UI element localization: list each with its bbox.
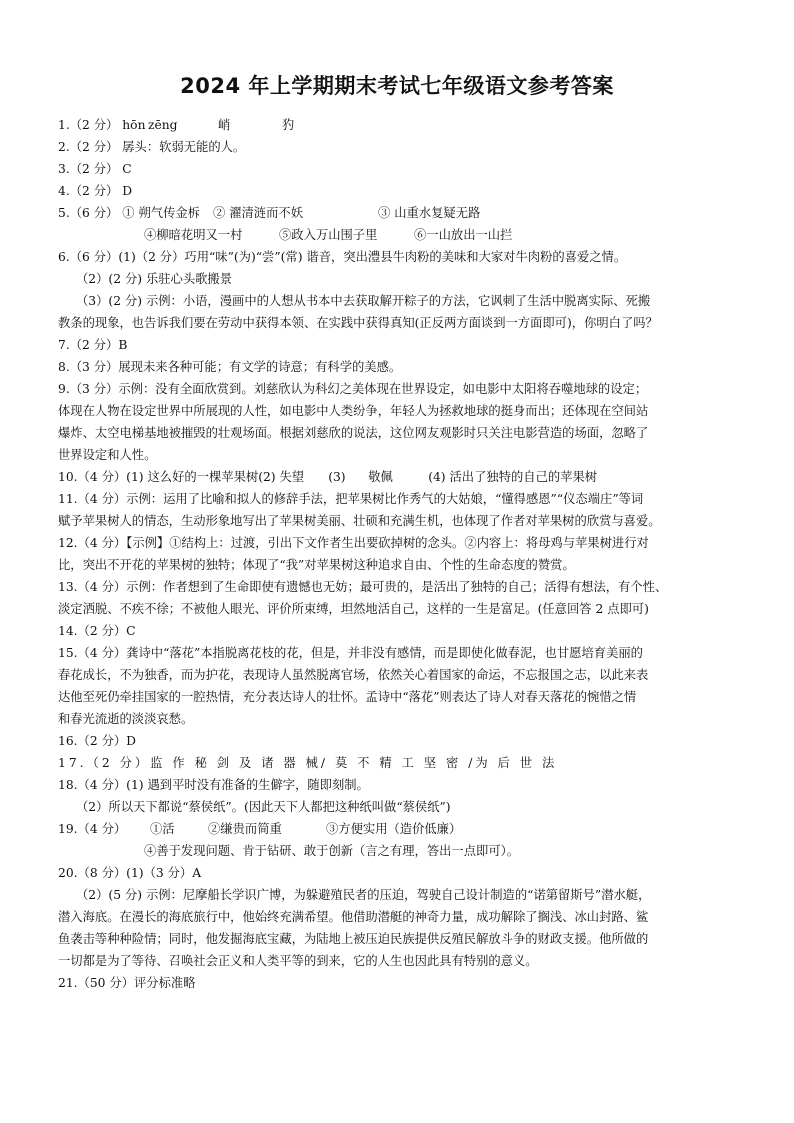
answer-line — [58, 202, 748, 224]
answer-line — [58, 796, 748, 818]
answer-text: ②缣贵而简重 — [208, 822, 282, 836]
answer-line — [58, 136, 748, 158]
answer-line — [58, 224, 748, 246]
answer-text: 9.（3 分）示例：没有全面欣赏到。刘慈欣认为科幻之美体现在世界设定，如电影中太阳将吞噬地球的设定； — [58, 382, 648, 396]
page-title: 2024 年上学期期末考试七年级语文参考答案 — [180, 74, 614, 98]
answer-text: 15.（4 分）龚诗中“落花”本指脱离花枝的花，但是，并非没有感情，而是即使化做春泥，也甘愿培育美丽的 — [58, 646, 643, 660]
answer-text: ①活 — [150, 822, 175, 836]
answer-text: （2）(2 分) 乐驻心头歌搬景 — [76, 272, 233, 286]
answer-text: 14.（2 分）C — [58, 624, 136, 638]
answer-text: 20.（8 分）(1)（3 分）A — [58, 866, 202, 880]
answer-text: 13.（4 分）示例：作者想到了生命即使有遗憾也无妨；最可贵的，是活出了独特的自己；活得有想法，有个性、 — [58, 580, 668, 594]
answer-line — [58, 158, 748, 180]
answer-line — [58, 840, 748, 862]
answer-line — [58, 334, 748, 356]
answer-line — [58, 730, 748, 752]
answer-line — [58, 356, 748, 378]
answer-text: 赋予苹果树人的情态，生动形象地写出了苹果树美丽、壮硕和充满生机，也体现了作者对苹果树的欣赏与喜爱。 — [58, 514, 661, 528]
answer-line — [58, 488, 748, 510]
answer-text: 16.（2 分）D — [58, 734, 137, 748]
answer-text: 12.（4 分）【示例】①结构上：过渡，引出下文作者生出要砍掉树的念头。②内容上：将母鸡与苹果树进行对 — [58, 536, 649, 550]
answer-line — [58, 708, 748, 730]
answer-text: 达他至死仍牵挂国家的一腔热情，充分表达诗人的壮怀。孟诗中“落花”则表达了诗人对春天落花的惋惜之情 — [58, 690, 637, 704]
answer-line — [58, 972, 748, 994]
answer-text: 鱼袭击等种种险情；同时，他发掘海底宝藏，为陆地上被压迫民族提供反殖民解放斗争的财政支援。他所做的 — [58, 932, 649, 946]
answer-line — [58, 246, 748, 268]
answer-text: 19.（4 分） — [58, 822, 127, 836]
answer-text: 春花成长，不为独香，而为护花，表现诗人虽然脱离官场，依然关心着国家的命运，不忘报国之志，以此来表 — [58, 668, 649, 682]
answer-text: 敬佩 — [368, 470, 393, 484]
answer-text: 7.（2 分）B — [58, 338, 128, 352]
answer-text: ③ 山重水复疑无路 — [378, 206, 481, 220]
answer-text: zēng — [148, 118, 178, 132]
answer-line — [58, 114, 748, 136]
answer-text: 4.（2 分） D — [58, 184, 133, 198]
answer-line — [58, 466, 748, 488]
answer-text: 18.（4 分）(1) 遇到平时没有准备的生僻字，随即刻制。 — [58, 778, 369, 792]
answer-text: ③方便实用（造价低廉） — [326, 822, 462, 836]
answer-text: ④善于发现问题、肯于钻研、敢于创新（言之有理，答出一点即可）。 — [144, 844, 520, 858]
answer-line — [58, 268, 748, 290]
answer-text: 8.（3 分）展现未来各种可能；有文学的诗意；有科学的美感。 — [58, 360, 402, 374]
answer-text: ⑤政入万山围子里 — [279, 228, 378, 242]
answer-line — [58, 752, 748, 774]
answer-text: （2）(5 分) 示例：尼摩船长学识广博，为躲避殖民者的压迫，驾驶自己设计制造的“诺第留斯号”潜水艇， — [76, 888, 651, 902]
answer-line — [58, 928, 748, 950]
answer-text: （2）所以天下都说“蔡侯纸”。(因此天下人都把这种纸叫做“蔡侯纸”) — [76, 800, 451, 814]
answer-text: 峭 — [218, 118, 231, 132]
answer-text: 3.（2 分） C — [58, 162, 132, 176]
answer-line — [58, 554, 748, 576]
answer-text: 6.（6 分）(1)（2 分）巧用“味”(为)“尝”(常) 谐音，突出澧县牛肉粉的美味和大家对牛肉粉的喜爱之情。 — [58, 250, 627, 264]
answer-text: 和春光流逝的淡淡哀愁。 — [58, 712, 194, 726]
answer-line — [58, 686, 748, 708]
answer-line — [58, 180, 748, 202]
answer-text: 比，突出不开花的苹果树的独特；体现了“我”对苹果树这种追求自由、个性的生命态度的赞赏。 — [58, 558, 575, 572]
answer-line — [58, 620, 748, 642]
answer-text: (3) — [328, 470, 346, 484]
answer-line — [58, 642, 748, 664]
answer-text: 世界设定和人性。 — [58, 448, 157, 462]
answer-line — [58, 378, 748, 400]
answer-text: ④柳暗花明又一村 — [144, 228, 243, 242]
answer-line — [58, 532, 748, 554]
answer-line — [58, 774, 748, 796]
answer-text: 10.（4 分）(1) 这么好的一棵苹果树 — [58, 470, 259, 484]
answer-line — [58, 906, 748, 928]
answer-line — [58, 444, 748, 466]
answer-text: 21.（50 分）评分标准略 — [58, 976, 196, 990]
answer-text: （3）(2 分) 示例：小语，漫画中的人想从书本中去获取解开粽子的方法，它讽刺了生活中脱离实际、死搬 — [76, 294, 651, 308]
answer-text: 一切都是为了等待、召唤社会正义和人类平等的到来，它的人生也因此具有特别的意义。 — [58, 954, 538, 968]
answer-text: 爆炸、太空电梯基地被摧毁的壮观场面。根据刘慈欣的说法，这位网友观影时只关注电影营造的场面，忽略了 — [58, 426, 649, 440]
answer-text: 5.（6 分） ① 朔气传金柝 — [58, 206, 200, 220]
answer-text: 潜入海底。在漫长的海底旅行中，他始终充满希望。他借助潜艇的神奇力量，成功解除了搁浅、冰山封路、鲨 — [58, 910, 649, 924]
answer-line — [58, 818, 748, 840]
answer-text: 2.（2 分） 孱头：软弱无能的人。 — [58, 140, 246, 154]
answer-text: ② 濯清涟而不妖 — [213, 206, 303, 220]
answer-text: ⑥一山放出一山拦 — [414, 228, 513, 242]
answer-line — [58, 422, 748, 444]
answer-body — [58, 114, 748, 994]
answer-line — [58, 510, 748, 532]
answer-text: (2) 失望 — [258, 470, 305, 484]
answer-line — [58, 312, 748, 334]
answer-line — [58, 400, 748, 422]
answer-line — [58, 862, 748, 884]
answer-text: 11.（4 分）示例：运用了比喻和拟人的修辞手法，把苹果树比作秀气的大姑娘，“懂得感恩”“仪态端庄”等词 — [58, 492, 644, 506]
answer-line — [58, 290, 748, 312]
answer-line — [58, 664, 748, 686]
answer-line — [58, 576, 748, 598]
answer-line — [58, 884, 748, 906]
answer-text: 体现在人物在设定世界中所展现的人性，如电影中人类纷争，年轻人为拯救地球的挺身而出；还体现在空间站 — [58, 404, 649, 418]
answer-text: 1.（2 分） hōn — [58, 118, 146, 132]
answer-text: (4) 活出了独特的自己的苹果树 — [428, 470, 598, 484]
answer-line — [58, 950, 748, 972]
answer-text: 犳 — [282, 118, 295, 132]
answer-text: 教条的现象，也告诉我们要在劳动中获得本领、在实践中获得真知(正反两方面谈到一方面即可)，你明白了吗？ — [58, 316, 658, 330]
answer-line — [58, 598, 748, 620]
answer-text: 淡定洒脱、不疾不徐；不被他人眼光、评价所束缚，坦然地活自己，这样的一生是富足。(任意回答 2 点即可) — [58, 602, 649, 616]
answer-text: 17.（2 分）监 作 秘 剑 及 诸 器 械/ 莫 不 精 工 坚 密 /为 后 世 法 — [58, 756, 558, 770]
